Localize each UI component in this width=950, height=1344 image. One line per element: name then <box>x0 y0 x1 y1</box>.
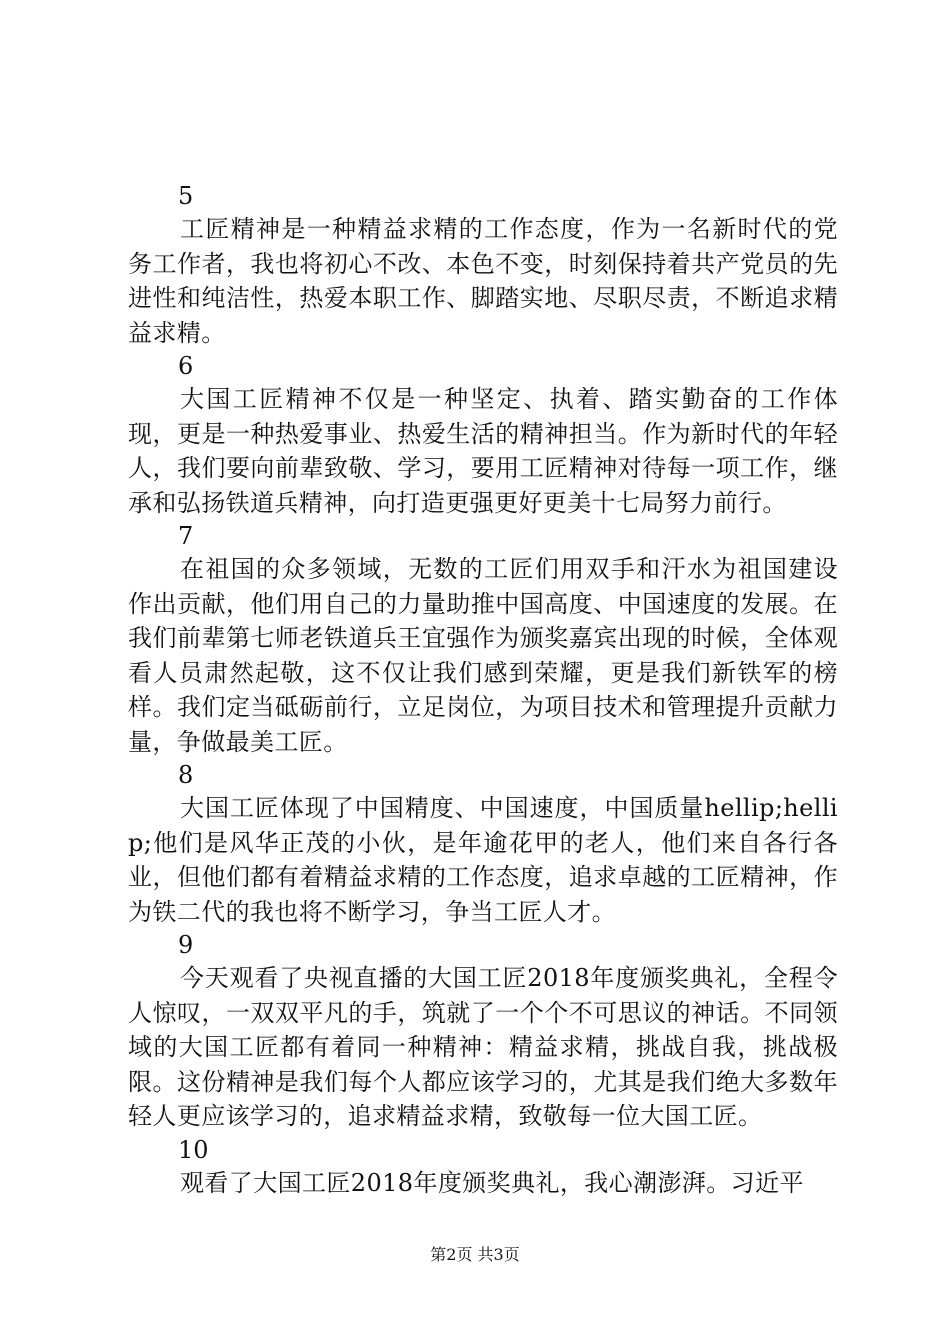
section-paragraph: 大国工匠精神不仅是一种坚定、执着、踏实勤奋的工作体现，更是一种热爱事业、热爱生活的精神担当。作为新时代的年轻人，我们要向前辈致敬、学习，要用工匠精神对待每一项工作，继承和弘扬铁道兵精神，向打造更强更好更美十七局努力前行。 <box>128 385 838 517</box>
section-paragraph: 在祖国的众多领域，无数的工匠们用双手和汗水为祖国建设作出贡献，他们用自己的力量助推中国高度、中国速度的发展。在我们前辈第七师老铁道兵王宜强作为颁奖嘉宾出现的时候，全体观看人员肃然起敬，这不仅让我们感到荣耀，更是我们新铁军的榜样。我们定当砥砺前行，立足岗位，为项目技术和管理提升贡献力量，争做最美工匠。 <box>128 555 838 756</box>
section-number: 10 <box>178 1135 209 1164</box>
section-paragraph: 今天观看了央视直播的大国工匠2018年度颁奖典礼，全程令人惊叹，一双双平凡的手，筑就了一个个不可思议的神话。不同领域的大国工匠都有着同一种精神：精益求精，挑战自我，挑战极限。这份精神是我们每个人都应该学习的，尤其是我们绝大多数年轻人更应该学习的，追求精益求精，致敬每一位大国工匠。 <box>128 964 838 1130</box>
section-number: 8 <box>178 761 194 789</box>
document-body <box>128 180 838 1200</box>
section-paragraph: 大国工匠体现了中国精度、中国速度，中国质量hellip;hellip;他们是风华正茂的小伙，是年逾花甲的老人，他们来自各行各业，但他们都有着精益求精的工作态度，追求卓越的工匠精神，作为铁二代的我也将不断学习，争当工匠人才。 <box>128 794 838 926</box>
section-number: 6 <box>178 352 194 380</box>
section-number: 5 <box>178 182 194 210</box>
page-footer: 第2页 共3页 <box>430 1245 520 1264</box>
section-number: 7 <box>178 522 194 550</box>
section-paragraph: 工匠精神是一种精益求精的工作态度，作为一名新时代的党务工作者，我也将初心不改、本色不变，时刻保持着共产党员的先进性和纯洁性，热爱本职工作、脚踏实地、尽职尽责，不断追求精益求精。 <box>128 215 838 347</box>
section-paragraph: 观看了大国工匠2018年度颁奖典礼，我心潮澎湃。习近平 <box>180 1168 804 1197</box>
section-number: 9 <box>178 931 194 959</box>
